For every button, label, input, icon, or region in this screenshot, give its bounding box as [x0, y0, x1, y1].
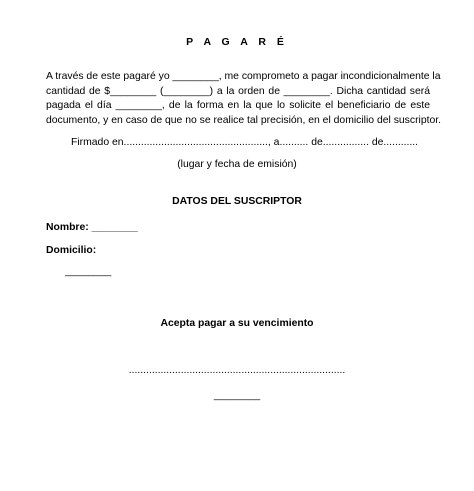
body-line: A través de este pagaré yo ________, me comprometo a pagar incondicionalmente la — [46, 71, 441, 82]
acceptance-label: Acepta pagar a su vencimiento — [160, 318, 314, 329]
body-line: cantidad de $________ (________) a la orden de ________. Dicha cantidad será — [46, 85, 430, 97]
name-field-label: Nombre: ________ — [46, 222, 138, 233]
place-date-caption: (lugar y fecha de emisión) — [177, 159, 297, 170]
subscriber-section-title: DATOS DEL SUSCRIPTOR — [172, 196, 302, 207]
signature-dotted-line: ........................................................................... — [128, 365, 346, 376]
signed-place-date-line: Firmado en.................................................., a.......... de................ de............ — [71, 137, 419, 148]
address-field-label: Domicilio: — [46, 245, 97, 256]
document-title: P A G A R É — [186, 36, 288, 48]
address-blank-line: ________ — [65, 266, 112, 277]
body-line: pagada el día ________, de la forma en la que lo solicite el beneficiario de este — [46, 100, 430, 112]
body-line: documento, y en caso de que no se realice tal precisión, en el domicilio del suscriptor. — [46, 114, 442, 126]
signature-underline: ________ — [213, 390, 261, 401]
pagare-body-paragraph — [46, 70, 442, 128]
